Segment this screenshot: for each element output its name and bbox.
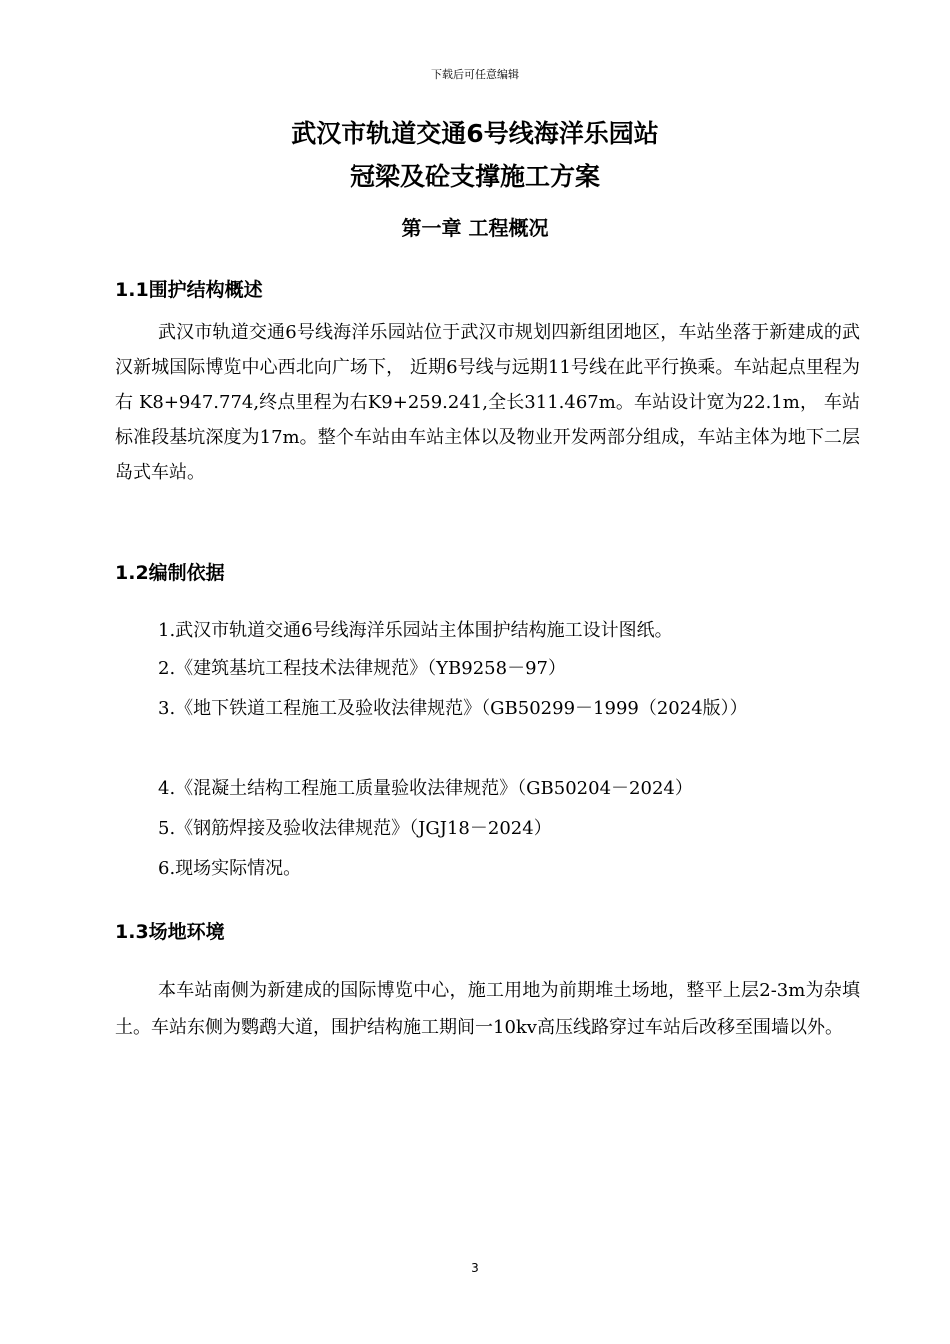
section-1-1-paragraph: 武汉市轨道交通6号线海洋乐园站位于武汉市规划四新组团地区，车站坐落于新建成的武汉新城国际博览中心西北向广场下， 近期6号线与远期11号线在此平行换乘。车站起点里程为右 K8+947.774,终点里程为右K9+259.241,全长311.467m。车站设计宽为22.1m， 车站标准段基坑深度为17m。整个车站由车站主体以及物业开发两部分组成，车站主体为地下二层岛式车站。 [115,322,860,483]
reference-item-3: 3.《地下铁道工程施工及验收法律规范》（GB50299－1999（2024版）） [158,698,748,719]
document-title-line-2: 冠梁及砼支撑施工方案 [349,162,600,191]
reference-item-6: 6.现场实际情况。 [158,858,302,879]
chapter-title: 第一章 工程概况 [401,216,549,240]
reference-item-2: 2.《建筑基坑工程技术法律规范》（YB9258－97） [158,658,566,679]
section-heading-1-3: 1.3场地环境 [115,921,225,943]
header-note: 下载后可任意编辑 [431,68,519,81]
page-number: 3 [471,1261,479,1275]
section-1-3-paragraph: 本车站南侧为新建成的国际博览中心，施工用地为前期堆土场地，整平上层2-3m为杂填土。车站东侧为鹦鹉大道，围护结构施工期间一10kv高压线路穿过车站后改移至围墙以外。 [115,980,860,1038]
reference-item-5: 5.《钢筋焊接及验收法律规范》（JGJ18－2024） [158,818,552,839]
reference-item-1: 1.武汉市轨道交通6号线海洋乐园站主体围护结构施工设计图纸。 [158,620,673,641]
section-heading-1-2: 1.2编制依据 [115,562,225,584]
reference-item-4: 4.《混凝土结构工程施工质量验收法律规范》（GB50204－2024） [158,778,693,799]
document-title-line-1: 武汉市轨道交通6号线海洋乐园站 [291,119,659,148]
section-heading-1-1: 1.1围护结构概述 [115,279,263,301]
